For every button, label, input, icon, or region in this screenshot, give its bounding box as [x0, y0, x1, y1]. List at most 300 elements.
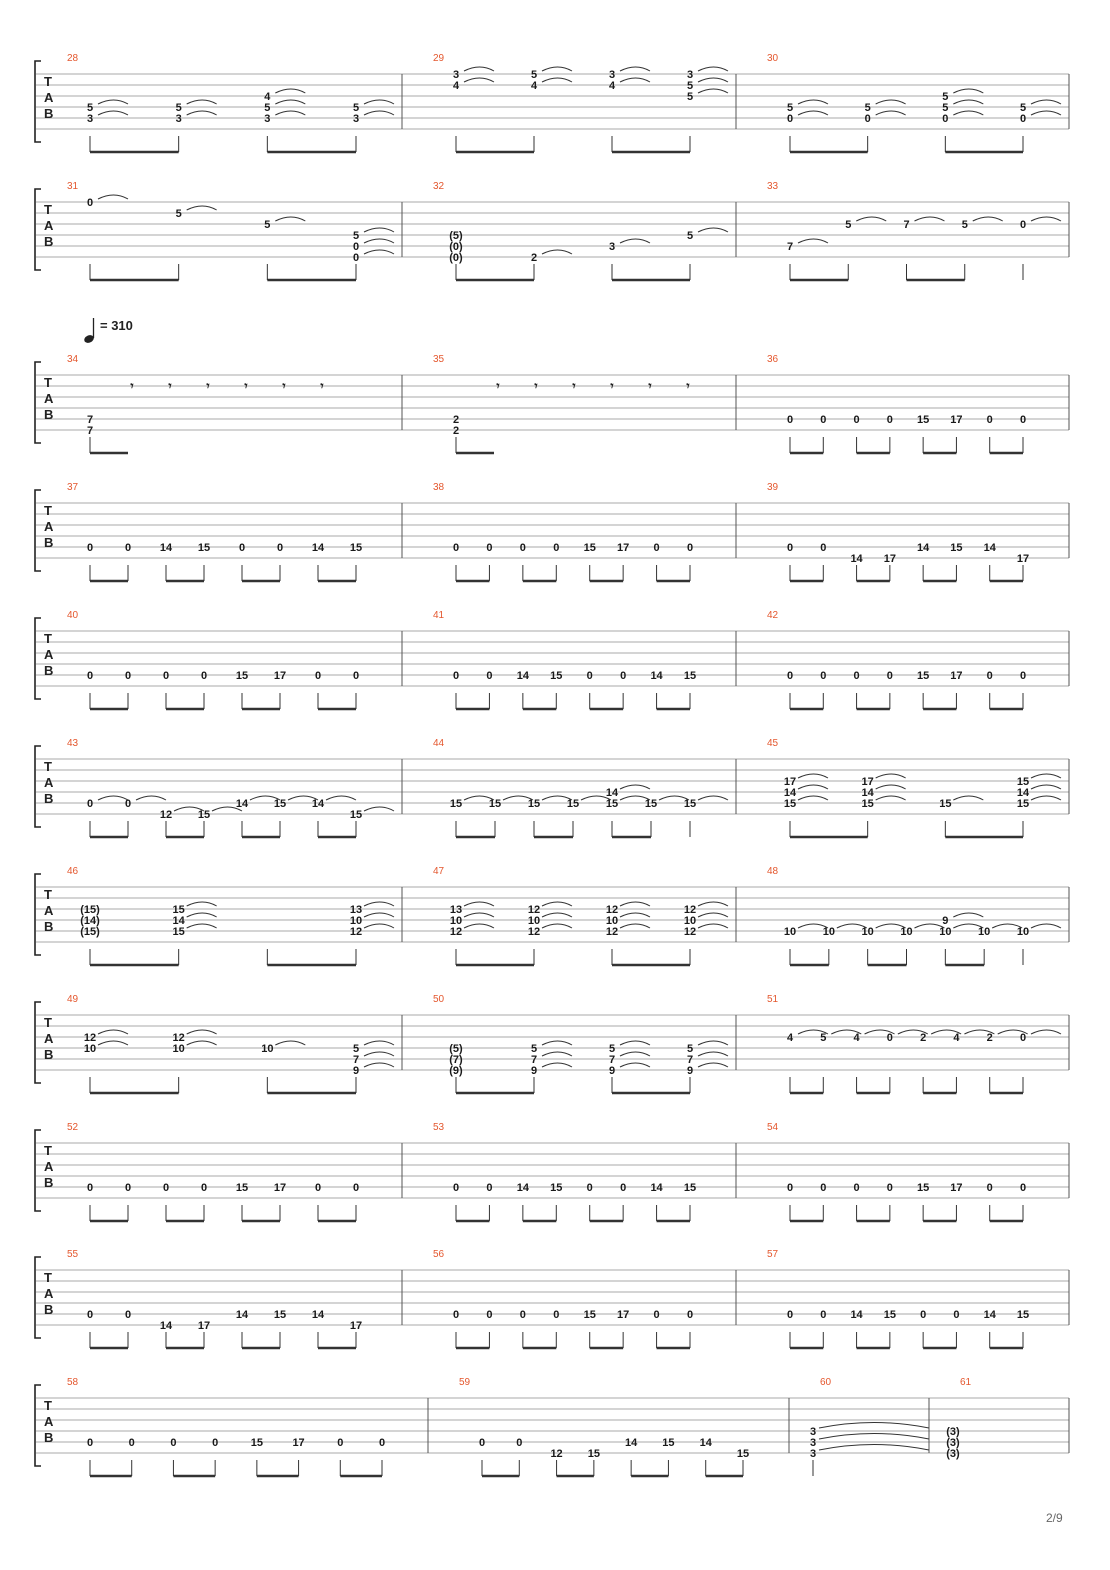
fret-number: 5 — [961, 219, 968, 231]
beat — [87, 670, 93, 709]
measure-number: 59 — [459, 1377, 471, 1388]
tie-arc — [876, 785, 906, 789]
fret-number: (5) — [449, 1043, 463, 1055]
tie-arc — [798, 111, 828, 115]
fret-number: 0 — [170, 1437, 177, 1449]
fret-number: 15 — [172, 926, 185, 938]
tab-clef-letter: B — [44, 663, 54, 678]
beat — [517, 1182, 530, 1221]
beat — [264, 219, 270, 280]
tie-arc — [620, 924, 650, 928]
fret-number: 12 — [683, 926, 697, 938]
beat — [650, 670, 663, 709]
beat — [350, 542, 362, 581]
beat — [617, 1309, 629, 1348]
fret-number: 0 — [886, 1182, 893, 1194]
measure — [67, 53, 394, 152]
tie-arc — [620, 1063, 650, 1067]
tie-arc — [1031, 785, 1061, 789]
measure — [67, 354, 324, 453]
beat — [486, 670, 492, 709]
fret-number: 14 — [311, 798, 325, 810]
fret-number: 0 — [162, 1182, 170, 1194]
fret-number: 17 — [292, 1437, 305, 1449]
beat — [687, 1309, 693, 1348]
tie-arc — [915, 217, 945, 221]
fret-number: 5 — [352, 1043, 360, 1055]
beat — [353, 1043, 359, 1093]
beat — [236, 1309, 249, 1348]
measure-number: 28 — [67, 53, 79, 64]
measure-number: 31 — [67, 181, 79, 192]
tie-arc — [542, 78, 572, 82]
tie-arc — [464, 924, 494, 928]
fret-number: 15 — [235, 670, 249, 682]
beat — [531, 1043, 537, 1093]
fret-number: 15 — [273, 1309, 287, 1321]
tab-clef-letter: B — [44, 106, 54, 121]
beat — [1020, 670, 1026, 709]
fret-number: 0 — [452, 1182, 460, 1194]
beat — [1017, 1309, 1029, 1348]
tab-system — [35, 482, 1069, 581]
fret-number: 15 — [235, 1182, 249, 1194]
beat — [160, 542, 173, 581]
beat — [453, 1182, 459, 1221]
fret-number: 15 — [917, 1182, 930, 1194]
beat — [820, 414, 826, 453]
beat — [587, 1182, 593, 1221]
fret-number: 15 — [197, 542, 211, 554]
measure — [767, 738, 1061, 837]
tab-clef-letter: A — [44, 1031, 54, 1046]
fret-number: 0 — [586, 1182, 593, 1194]
fret-number: 5 — [530, 1043, 538, 1055]
beat — [550, 1448, 562, 1476]
fret-number: 0 — [452, 670, 460, 682]
fret-number: 0 — [786, 414, 794, 426]
measure — [433, 181, 728, 280]
tie-arc — [698, 902, 728, 906]
fret-number: 14 — [516, 1182, 529, 1194]
system-bracket — [35, 874, 41, 955]
fret-number: 15 — [550, 670, 563, 682]
fret-number: 4 — [530, 80, 538, 92]
measure — [67, 181, 394, 280]
beat — [700, 1437, 713, 1476]
fret-number: 17 — [617, 1309, 630, 1321]
beat — [201, 670, 207, 709]
measure — [767, 181, 1061, 280]
beat — [125, 1182, 131, 1221]
tab-clef-letter: T — [44, 202, 52, 217]
fret-number: 5 — [86, 102, 94, 114]
beat — [520, 1309, 526, 1348]
tie-arc — [275, 1041, 305, 1045]
fret-number: 12 — [83, 1032, 97, 1044]
beat — [567, 798, 579, 837]
fret-number: 3 — [608, 69, 616, 81]
fret-number: 12 — [159, 809, 173, 821]
fret-number: 3 — [452, 69, 460, 81]
fret-number: 0 — [986, 414, 993, 426]
beat — [987, 670, 993, 709]
tab-clef-letter: B — [44, 407, 54, 422]
tab-clef-letter: T — [44, 1398, 52, 1413]
tie-arc — [364, 1041, 394, 1045]
fret-number: 15 — [861, 798, 874, 810]
fret-number: 14 — [983, 1309, 996, 1321]
fret-number: 7 — [530, 1054, 538, 1066]
measure — [433, 738, 728, 837]
beat — [379, 1437, 385, 1476]
fret-number: 15 — [349, 542, 363, 554]
beat — [903, 219, 909, 280]
beat — [80, 904, 100, 965]
measure-number: 46 — [67, 866, 79, 877]
tie-arc — [364, 250, 394, 254]
measure-number: 56 — [433, 1249, 445, 1260]
eighth-rest-icon: 𝄾 — [130, 379, 134, 393]
beat — [453, 414, 459, 453]
beat — [453, 670, 459, 709]
beat — [315, 670, 321, 709]
measure — [433, 53, 728, 152]
beat — [274, 670, 286, 709]
eighth-rest-icon: 𝄾 — [686, 379, 690, 393]
fret-number: (7) — [449, 1054, 463, 1066]
fret-number: 0 — [986, 670, 993, 682]
beat — [820, 670, 826, 709]
fret-number: 0 — [1019, 219, 1027, 231]
fret-number: 10 — [861, 926, 874, 938]
fret-number: 10 — [83, 1043, 97, 1055]
fret-number: 0 — [200, 670, 208, 682]
beat — [160, 1320, 173, 1348]
tie-arc — [953, 111, 983, 115]
tab-system — [35, 354, 1069, 453]
fret-number: 15 — [488, 798, 502, 810]
fret-number: 14 — [311, 542, 325, 554]
tab-clef-letter: T — [44, 759, 52, 774]
beat — [1020, 1032, 1026, 1093]
fret-number: 0 — [1019, 670, 1027, 682]
tie-arc — [1031, 217, 1061, 221]
beat — [787, 414, 793, 453]
tie-arc — [98, 1041, 128, 1045]
beat — [687, 69, 693, 152]
beat — [950, 542, 962, 581]
fret-number: 0 — [786, 542, 794, 554]
fret-number: 15 — [683, 670, 697, 682]
beat — [1020, 414, 1026, 453]
beat — [1017, 926, 1029, 965]
beat — [737, 1448, 749, 1476]
fret-number: 4 — [786, 1032, 794, 1044]
beat — [261, 1043, 273, 1093]
fret-number: 9 — [608, 1065, 616, 1077]
measure — [459, 1377, 749, 1476]
beat — [953, 1032, 960, 1093]
tie-arc — [542, 67, 572, 71]
beat — [84, 1032, 96, 1093]
fret-number: 4 — [608, 80, 616, 92]
beat — [784, 926, 796, 965]
fret-number: 12 — [527, 904, 541, 916]
fret-number: 15 — [683, 1182, 697, 1194]
fret-number: (15) — [80, 926, 100, 938]
fret-number: 10 — [261, 1043, 274, 1055]
beat — [315, 1182, 321, 1221]
beat — [887, 670, 893, 709]
beat — [274, 1309, 286, 1348]
fret-number: 0 — [886, 1032, 893, 1044]
tie-arc — [876, 796, 906, 800]
tie-arc — [464, 913, 494, 917]
fret-number: 14 — [850, 553, 863, 565]
tie-arc — [819, 1423, 929, 1429]
fret-number: 7 — [352, 1054, 360, 1066]
beat — [684, 904, 696, 965]
eighth-rest-icon: 𝄾 — [168, 379, 172, 393]
beat — [198, 809, 210, 837]
eighth-rest-icon: 𝄾 — [610, 379, 614, 393]
beat — [884, 1309, 896, 1348]
fret-number: 15 — [917, 670, 930, 682]
fret-number: 0 — [486, 542, 493, 554]
fret-number: 15 — [172, 904, 185, 916]
beat — [353, 670, 359, 709]
beat — [173, 904, 186, 965]
fret-number: 0 — [124, 670, 132, 682]
tab-clef-letter: A — [44, 903, 54, 918]
measure-number: 51 — [767, 994, 779, 1005]
measure-number: 32 — [433, 181, 445, 192]
tab-clef-letter: T — [44, 887, 52, 902]
measure-number: 39 — [767, 482, 779, 493]
eighth-rest-icon: 𝄾 — [282, 379, 286, 393]
tie-arc — [819, 1434, 929, 1440]
fret-number: 5 — [686, 80, 694, 92]
tab-clef-letter: T — [44, 74, 52, 89]
tie-arc — [98, 100, 128, 104]
measure-number: 54 — [767, 1122, 779, 1133]
tie-arc — [698, 924, 728, 928]
fret-number: 15 — [1016, 776, 1030, 788]
tie-arc — [953, 100, 983, 104]
fret-number: 7 — [786, 241, 794, 253]
tie-arc — [275, 89, 305, 93]
beat — [810, 1426, 816, 1476]
beat — [125, 798, 131, 837]
beat — [588, 1448, 600, 1476]
fret-number: 10 — [939, 926, 952, 938]
beat — [312, 798, 325, 837]
measure — [767, 866, 1061, 965]
fret-number: 0 — [620, 670, 627, 682]
tie-arc — [187, 1030, 217, 1034]
fret-number: (15) — [80, 904, 100, 916]
beat — [687, 1043, 693, 1093]
tie-arc — [698, 1041, 728, 1045]
beat — [609, 1043, 615, 1093]
eighth-rest-icon: 𝄾 — [320, 379, 324, 393]
tab-system — [35, 738, 1069, 837]
fret-number: 14 — [159, 542, 173, 554]
measure — [767, 1249, 1029, 1348]
measure-number: 34 — [67, 354, 79, 365]
beat — [987, 414, 993, 453]
beat — [787, 241, 793, 280]
tab-clef-letter: A — [44, 1286, 54, 1301]
fret-number: 14 — [861, 787, 874, 799]
fret-number: 14 — [650, 1182, 663, 1194]
tie-arc — [620, 913, 650, 917]
fret-number: 15 — [1016, 1309, 1030, 1321]
beat — [820, 1309, 826, 1348]
beat — [553, 542, 559, 581]
beat — [854, 670, 860, 709]
beat — [87, 542, 93, 581]
beat — [176, 208, 182, 280]
beat — [854, 1182, 860, 1221]
tie-arc — [98, 195, 128, 199]
system-bracket — [35, 61, 41, 142]
beat — [292, 1437, 304, 1476]
system-bracket — [35, 189, 41, 270]
fret-number: 0 — [486, 670, 493, 682]
measure — [433, 1122, 696, 1221]
beat — [620, 1182, 626, 1221]
fret-number: 0 — [86, 670, 94, 682]
beat — [609, 241, 615, 280]
tab-clef-letter: T — [44, 1143, 52, 1158]
beat — [787, 1309, 793, 1348]
beat — [662, 1437, 674, 1476]
fret-number: 14 — [1016, 787, 1030, 799]
beat — [917, 414, 929, 453]
beat — [884, 553, 896, 581]
tie-arc — [1031, 1030, 1061, 1034]
beat — [125, 670, 131, 709]
beat — [987, 1182, 993, 1221]
beat — [516, 1437, 522, 1476]
beat — [312, 1309, 325, 1348]
fret-number: 0 — [86, 1437, 94, 1449]
fret-number: 17 — [861, 776, 874, 788]
measure — [767, 354, 1026, 453]
fret-number: 2 — [920, 1032, 927, 1044]
beat — [784, 776, 797, 837]
fret-number: 15 — [950, 542, 963, 554]
fret-number: 15 — [550, 1182, 563, 1194]
beat — [950, 1182, 962, 1221]
fret-number: (3) — [946, 1448, 960, 1460]
fret-number: 0 — [920, 1309, 927, 1321]
beat — [854, 1032, 861, 1093]
tab-clef-letter: A — [44, 519, 54, 534]
fret-number: 5 — [686, 1043, 694, 1055]
tie-arc — [1031, 796, 1061, 800]
beat — [201, 1182, 207, 1221]
fret-number: 15 — [736, 1448, 750, 1460]
systems-layer — [35, 53, 1069, 1476]
beat — [87, 1182, 93, 1221]
fret-number: 14 — [605, 787, 619, 799]
tie-arc — [953, 89, 983, 93]
tab-clef-letter: B — [44, 234, 54, 249]
beat — [850, 553, 863, 581]
fret-number: 5 — [1019, 102, 1027, 114]
fret-number: 17 — [883, 553, 896, 565]
eighth-rest-icon: 𝄾 — [206, 379, 210, 393]
tie-arc — [698, 228, 728, 232]
beat — [617, 542, 629, 581]
tie-arc — [876, 100, 906, 104]
measure-number: 49 — [67, 994, 79, 1005]
fret-number: 14 — [650, 670, 663, 682]
fret-number: 0 — [486, 1309, 493, 1321]
fret-number: 5 — [352, 102, 360, 114]
fret-number: 14 — [699, 1437, 712, 1449]
beat — [528, 798, 540, 837]
tab-system — [35, 53, 1069, 152]
measure — [810, 1377, 929, 1476]
beat — [787, 542, 793, 581]
beat — [277, 542, 283, 581]
fret-number: 10 — [449, 915, 463, 927]
fret-number: 15 — [605, 798, 619, 810]
fret-number: 7 — [903, 219, 910, 231]
tie-arc — [187, 100, 217, 104]
fret-number: 0 — [553, 1309, 560, 1321]
fret-number: 0 — [337, 1437, 344, 1449]
beat — [163, 1182, 169, 1221]
tie-arc — [698, 67, 728, 71]
beat — [978, 926, 990, 965]
beat — [684, 670, 696, 709]
beat — [787, 1032, 794, 1093]
fret-number: 15 — [939, 798, 952, 810]
fret-number: 0 — [653, 542, 660, 554]
fret-number: 15 — [683, 798, 697, 810]
fret-number: 0 — [124, 1182, 132, 1194]
fret-number: 17 — [349, 1320, 363, 1332]
tab-clef-letter: A — [44, 1414, 54, 1429]
fret-number: 0 — [124, 798, 132, 810]
beat — [173, 1032, 185, 1093]
tie-arc — [542, 1052, 572, 1056]
fret-number: 17 — [273, 670, 287, 682]
beat — [350, 904, 362, 965]
measure-number: 40 — [67, 610, 79, 621]
fret-number: 15 — [587, 1448, 600, 1460]
fret-number: 5 — [942, 91, 949, 103]
fret-number: 17 — [783, 776, 797, 788]
measure-number: 53 — [433, 1122, 445, 1133]
fret-number: 14 — [983, 542, 996, 554]
tie-arc — [798, 774, 828, 778]
fret-number: 3 — [86, 113, 94, 125]
measure — [67, 610, 359, 709]
fret-number: 9 — [530, 1065, 538, 1077]
fret-number: 5 — [686, 230, 694, 242]
fret-number: 15 — [349, 809, 363, 821]
fret-number: 0 — [86, 798, 94, 810]
fret-number: 0 — [586, 670, 593, 682]
beat — [486, 1182, 492, 1221]
fret-number: 0 — [86, 1309, 94, 1321]
